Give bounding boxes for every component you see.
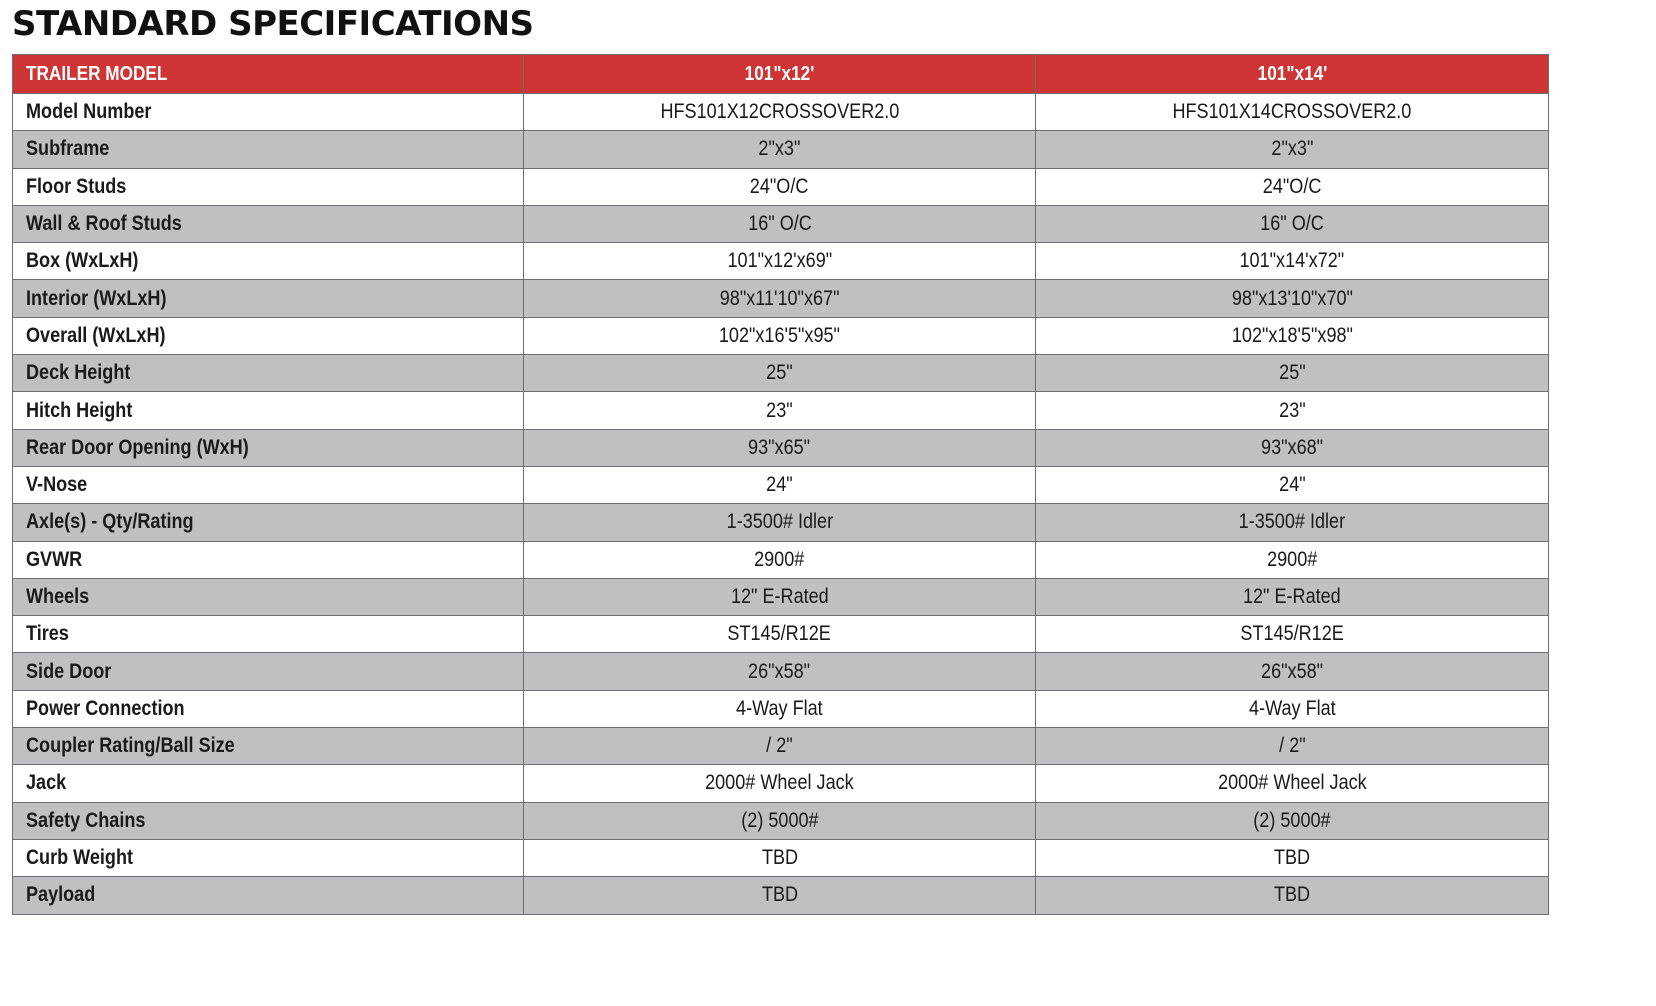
row-label-cell: [13, 690, 524, 727]
row-value-14-cell: [1036, 765, 1549, 802]
row-value-14-cell: [1036, 653, 1549, 690]
row-value-12-cell: [524, 392, 1036, 429]
row-value-14-cell: [1036, 728, 1549, 765]
row-label-cell: [13, 280, 524, 317]
row-value-12: 26"x58": [748, 659, 811, 683]
row-value-14-cell: [1036, 205, 1549, 242]
row-value-14: 93"x68": [1260, 435, 1324, 459]
row-label-cell: [13, 578, 524, 615]
row-value-14-cell: [1036, 578, 1549, 615]
header-col1: 101"x12': [744, 62, 815, 85]
table-row: [13, 653, 1549, 690]
table-row: [13, 280, 1549, 317]
row-value-14: 2900#: [1266, 547, 1318, 571]
row-value-12-cell: [524, 168, 1036, 205]
table-row: [13, 355, 1549, 392]
row-value-14: 2000# Wheel Jack: [1217, 771, 1367, 795]
row-label-cell: [13, 504, 524, 541]
row-label-cell: [13, 243, 524, 280]
table-row: [13, 616, 1549, 653]
row-value-12-cell: [524, 205, 1036, 242]
row-value-12-cell: [524, 131, 1036, 168]
row-label-cell: [13, 728, 524, 765]
row-value-12: 2900#: [754, 547, 805, 571]
row-value-14: HFS101X14CROSSOVER2.0: [1172, 100, 1412, 124]
row-label-cell: [13, 541, 524, 578]
row-label-cell: [13, 131, 524, 168]
table-row: [13, 802, 1549, 839]
row-label: Payload: [26, 883, 96, 907]
row-value-14: 24"O/C: [1262, 174, 1322, 198]
row-value-12-cell: [524, 653, 1036, 690]
row-label-cell: [13, 94, 524, 131]
row-value-14-cell: [1036, 466, 1549, 503]
header-row: [13, 55, 1549, 94]
row-label-cell: [13, 466, 524, 503]
row-value-12: / 2": [766, 734, 793, 758]
row-label: Rear Door Opening (WxH): [26, 435, 249, 459]
row-value-12: 101"x12'x69": [727, 249, 832, 273]
row-value-14: TBD: [1273, 883, 1311, 907]
row-value-12-cell: [524, 243, 1036, 280]
row-label: Axle(s) - Qty/Rating: [26, 510, 194, 534]
row-label: Overall (WxLxH): [26, 323, 166, 347]
table-row: [13, 839, 1549, 876]
table-row: [13, 168, 1549, 205]
row-value-14-cell: [1036, 243, 1549, 280]
row-value-12-cell: [524, 578, 1036, 615]
row-value-14-cell: [1036, 168, 1549, 205]
header-cell-model-14: [1036, 55, 1549, 94]
row-label-cell: [13, 168, 524, 205]
table-row: [13, 541, 1549, 578]
row-value-12-cell: [524, 765, 1036, 802]
table-row: [13, 690, 1549, 727]
row-value-14: 16" O/C: [1260, 212, 1324, 236]
row-value-14-cell: [1036, 94, 1549, 131]
row-label: Interior (WxLxH): [26, 286, 167, 310]
row-value-14: TBD: [1273, 846, 1311, 870]
row-value-14: 101"x14'x72": [1239, 249, 1345, 273]
row-value-12: 25": [766, 361, 793, 385]
row-label: Wall & Roof Studs: [26, 212, 182, 236]
row-value-12: 4-Way Flat: [736, 696, 823, 720]
row-value-14-cell: [1036, 317, 1549, 354]
row-value-12: 12" E-Rated: [730, 585, 829, 608]
row-value-12-cell: [524, 504, 1036, 541]
row-value-14: 23": [1278, 398, 1306, 422]
row-value-14-cell: [1036, 839, 1549, 876]
row-label-cell: [13, 616, 524, 653]
row-value-14-cell: [1036, 877, 1549, 914]
row-label: Model Number: [26, 100, 152, 124]
row-value-14-cell: [1036, 504, 1549, 541]
row-value-14: / 2": [1278, 734, 1306, 758]
row-label: Deck Height: [26, 361, 131, 385]
row-value-14: 25": [1278, 361, 1306, 385]
table-row: [13, 94, 1549, 131]
row-value-12: HFS101X12CROSSOVER2.0: [660, 100, 899, 124]
table-row: [13, 765, 1549, 802]
row-label: GVWR: [26, 547, 83, 571]
table-row: [13, 578, 1549, 615]
row-value-14: 26"x58": [1260, 659, 1324, 683]
row-value-12-cell: [524, 466, 1036, 503]
row-value-12-cell: [524, 877, 1036, 914]
row-value-12: 23": [766, 398, 793, 422]
table-row: [13, 392, 1549, 429]
row-label: Wheels: [26, 585, 90, 608]
row-label-cell: [13, 355, 524, 392]
row-label: Tires: [26, 622, 69, 646]
row-label-cell: [13, 392, 524, 429]
row-value-12-cell: [524, 317, 1036, 354]
row-label: Hitch Height: [26, 398, 133, 422]
row-value-12-cell: [524, 690, 1036, 727]
table-row: [13, 317, 1549, 354]
row-value-14-cell: [1036, 429, 1549, 466]
row-value-12: TBD: [761, 846, 798, 870]
row-value-12-cell: [524, 280, 1036, 317]
row-label-cell: [13, 317, 524, 354]
table-header: [13, 55, 1549, 94]
row-label-cell: [13, 839, 524, 876]
table-row: [13, 728, 1549, 765]
header-cell-model-12: [524, 55, 1036, 94]
row-value-12: 24"O/C: [750, 174, 809, 198]
row-value-14-cell: [1036, 280, 1549, 317]
row-value-14: 12" E-Rated: [1243, 585, 1341, 608]
row-value-12: 2"x3": [758, 137, 801, 161]
row-label: Safety Chains: [26, 808, 146, 832]
table-row: [13, 504, 1549, 541]
row-value-12-cell: [524, 429, 1036, 466]
row-value-12: 2000# Wheel Jack: [705, 771, 854, 795]
row-label: Jack: [26, 771, 67, 795]
row-label-cell: [13, 205, 524, 242]
row-label-cell: [13, 765, 524, 802]
row-value-12-cell: [524, 355, 1036, 392]
row-label-cell: [13, 802, 524, 839]
table-row: [13, 205, 1549, 242]
table-row: [13, 429, 1549, 466]
row-value-14-cell: [1036, 616, 1549, 653]
page-title: STANDARD SPECIFICATIONS: [12, 4, 534, 44]
row-label: Curb Weight: [26, 846, 134, 870]
row-value-14-cell: [1036, 131, 1549, 168]
row-value-12-cell: [524, 616, 1036, 653]
row-value-12: (2) 5000#: [740, 808, 819, 832]
row-value-14-cell: [1036, 802, 1549, 839]
row-value-12: 16" O/C: [747, 212, 812, 236]
row-value-14: ST145/R12E: [1240, 622, 1344, 646]
row-value-12-cell: [524, 839, 1036, 876]
row-value-14: 24": [1278, 473, 1306, 497]
row-label-cell: [13, 877, 524, 914]
row-value-12: 1-3500# Idler: [726, 510, 833, 534]
table-row: [13, 131, 1549, 168]
row-label: Floor Studs: [26, 174, 127, 198]
row-value-12: 102"x16'5"x95": [718, 323, 841, 347]
row-label: Box (WxLxH): [26, 249, 139, 273]
row-value-12-cell: [524, 728, 1036, 765]
row-value-12: 93"x65": [748, 435, 811, 459]
table-row: [13, 466, 1549, 503]
spec-table: [12, 54, 1549, 915]
row-value-14-cell: [1036, 392, 1549, 429]
table-body: [13, 94, 1549, 915]
row-value-12-cell: [524, 94, 1036, 131]
row-label: Subframe: [26, 137, 110, 161]
row-value-12: 98"x11'10"x67": [719, 286, 840, 310]
row-value-12: ST145/R12E: [727, 622, 832, 646]
row-value-14: 98"x13'10"x70": [1231, 286, 1353, 310]
row-label-cell: [13, 429, 524, 466]
row-value-14: (2) 5000#: [1253, 808, 1331, 832]
table-row: [13, 243, 1549, 280]
row-label: Side Door: [26, 659, 112, 683]
row-value-14: 4-Way Flat: [1248, 696, 1336, 720]
row-label-cell: [13, 653, 524, 690]
row-value-14: 1-3500# Idler: [1238, 510, 1346, 534]
row-value-14-cell: [1036, 355, 1549, 392]
row-value-14: 102"x18'5"x98": [1231, 323, 1353, 347]
row-value-14: 2"x3": [1271, 137, 1313, 161]
row-value-12-cell: [524, 802, 1036, 839]
table-row: [13, 877, 1549, 914]
row-value-14-cell: [1036, 690, 1549, 727]
header-label: TRAILER MODEL: [26, 62, 168, 85]
header-cell-trailer-model: [13, 55, 524, 94]
row-value-12-cell: [524, 541, 1036, 578]
row-value-12: TBD: [761, 883, 798, 907]
row-label: V-Nose: [26, 473, 88, 497]
header-col2: 101"x14': [1257, 62, 1327, 85]
row-value-14-cell: [1036, 541, 1549, 578]
row-label: Power Connection: [26, 696, 185, 720]
row-label: Coupler Rating/Ball Size: [26, 734, 235, 758]
row-value-12: 24": [766, 473, 793, 497]
